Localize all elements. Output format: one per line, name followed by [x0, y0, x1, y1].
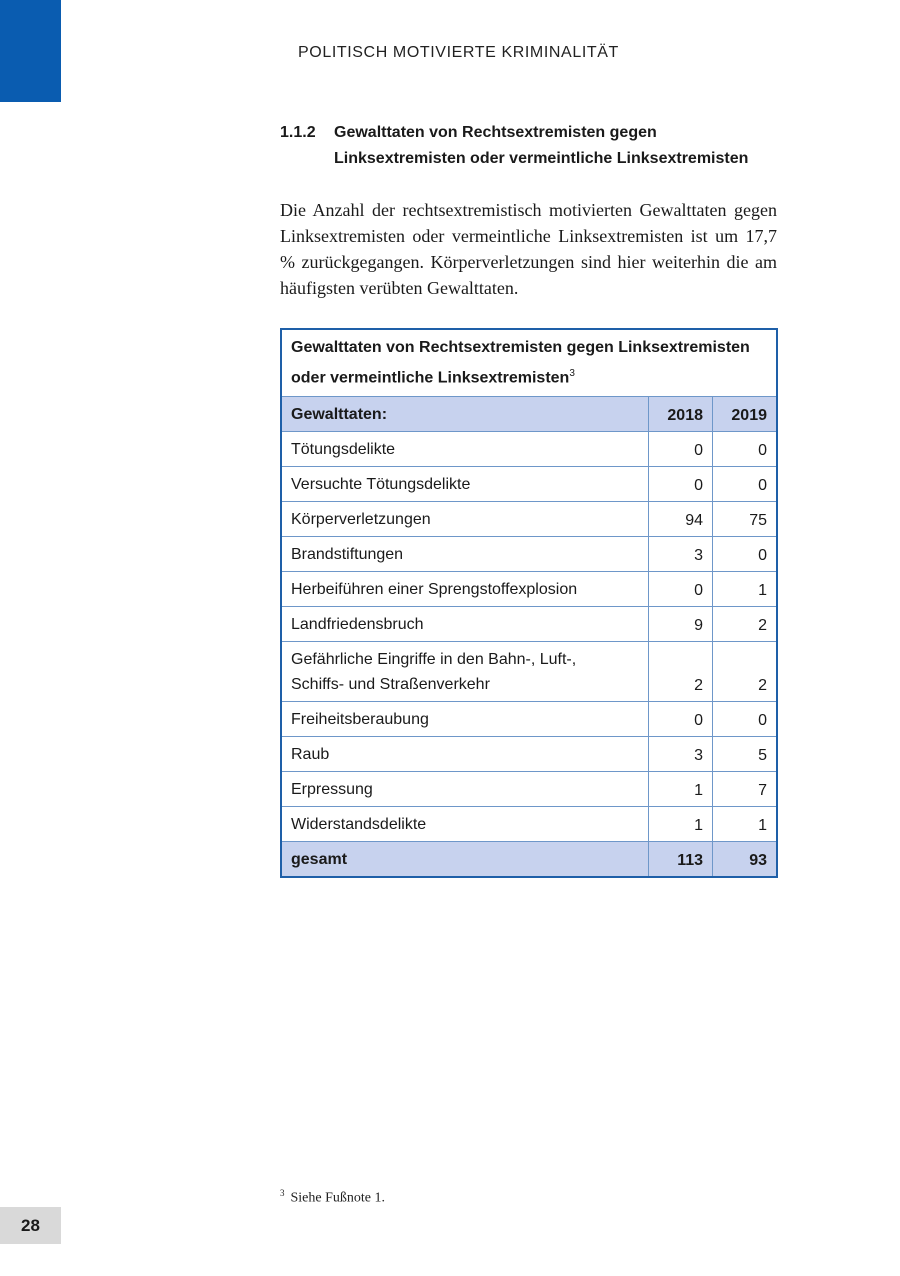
value-2019: 0: [713, 702, 777, 737]
table-caption-line1: Gewalttaten von Rechtsextremisten gegen Linksextremisten: [291, 339, 750, 356]
row-label: Erpressung: [282, 772, 649, 807]
value-2018: 3: [649, 537, 713, 572]
row-label: Brandstiftungen: [282, 537, 649, 572]
table-row: [282, 537, 776, 572]
row-label: Körperverletzungen: [282, 502, 649, 537]
value-2018: 3: [649, 737, 713, 772]
data-table: [282, 397, 776, 876]
value-2019: 0: [713, 537, 777, 572]
value-2019: 0: [713, 432, 777, 467]
footnote-marker: 3: [280, 1188, 285, 1198]
row-label: Versuchte Tötungsdelikte: [282, 467, 649, 502]
row-label-line2: Schiffs- und Straßenverkehr: [291, 675, 490, 693]
value-2018: 9: [649, 607, 713, 642]
total-2019: 93: [713, 842, 777, 877]
value-2018: 0: [649, 467, 713, 502]
table-row: [282, 502, 776, 537]
row-label: Herbeiführen einer Sprengstoffexplosion: [282, 572, 649, 607]
table-row: [282, 432, 776, 467]
value-2019: 2: [713, 607, 777, 642]
value-2018: 0: [649, 432, 713, 467]
table-row: [282, 807, 776, 842]
table-row: [282, 467, 776, 502]
running-head: POLITISCH MOTIVIERTE KRIMINALITÄT: [298, 44, 619, 61]
row-label: Widerstandsdelikte: [282, 807, 649, 842]
value-2018: 0: [649, 572, 713, 607]
statistics-table: [280, 328, 778, 878]
value-2019: 0: [713, 467, 777, 502]
row-label: Raub: [282, 737, 649, 772]
value-2019: 5: [713, 737, 777, 772]
footnote: [280, 1188, 385, 1207]
value-2018: 1: [649, 807, 713, 842]
value-2019: 7: [713, 772, 777, 807]
section-number: 1.1.2: [280, 124, 316, 141]
table-total-row: [282, 842, 776, 877]
header-year-2018: 2018: [649, 397, 713, 432]
value-2018: 1: [649, 772, 713, 807]
section-title-line1: Gewalttaten von Rechtsextremisten gegen: [334, 124, 657, 141]
footnote-text: Siehe Fußnote 1.: [290, 1190, 385, 1206]
row-label: Freiheitsberaubung: [282, 702, 649, 737]
page-number: 28: [0, 1207, 61, 1244]
value-2019: 75: [713, 502, 777, 537]
table-row: [282, 572, 776, 607]
table-row: [282, 642, 776, 702]
caption-footnote-ref: 3: [569, 368, 575, 379]
table-row: [282, 772, 776, 807]
table-row: [282, 607, 776, 642]
table-row: [282, 737, 776, 772]
value-2019: 1: [713, 807, 777, 842]
total-2018: 113: [649, 842, 713, 877]
header-label: Gewalttaten:: [282, 397, 649, 432]
section-title-line2: Linksextremisten oder vermeintliche Linksextremisten: [334, 150, 749, 167]
row-label: Landfriedensbruch: [282, 607, 649, 642]
value-2018: 2: [649, 642, 713, 702]
row-label: Tötungsdelikte: [282, 432, 649, 467]
body-paragraph: Die Anzahl der rechtsextremistisch motivierten Gewalttaten gegen Linksextremisten oder vermeintliche Linksextremisten ist um 17,7 % zurückgegangen. Körperverletzungen sind hier weiterhin die am häufigsten verübten Gewalttaten.: [280, 200, 777, 298]
value-2019: 1: [713, 572, 777, 607]
value-2019: 2: [713, 642, 777, 702]
chapter-color-tab: [0, 0, 61, 102]
table-caption: [282, 330, 776, 397]
table-caption-line2: oder vermeintliche Linksextremisten: [291, 369, 570, 387]
row-label: [282, 642, 649, 702]
table-row: [282, 702, 776, 737]
value-2018: 94: [649, 502, 713, 537]
value-2018: 0: [649, 702, 713, 737]
row-label-line1: Gefährliche Eingriffe in den Bahn-, Luft-,: [291, 650, 577, 668]
section-heading: [280, 120, 780, 172]
table-header-row: [282, 397, 776, 432]
total-label: gesamt: [282, 842, 649, 877]
header-year-2019: 2019: [713, 397, 777, 432]
